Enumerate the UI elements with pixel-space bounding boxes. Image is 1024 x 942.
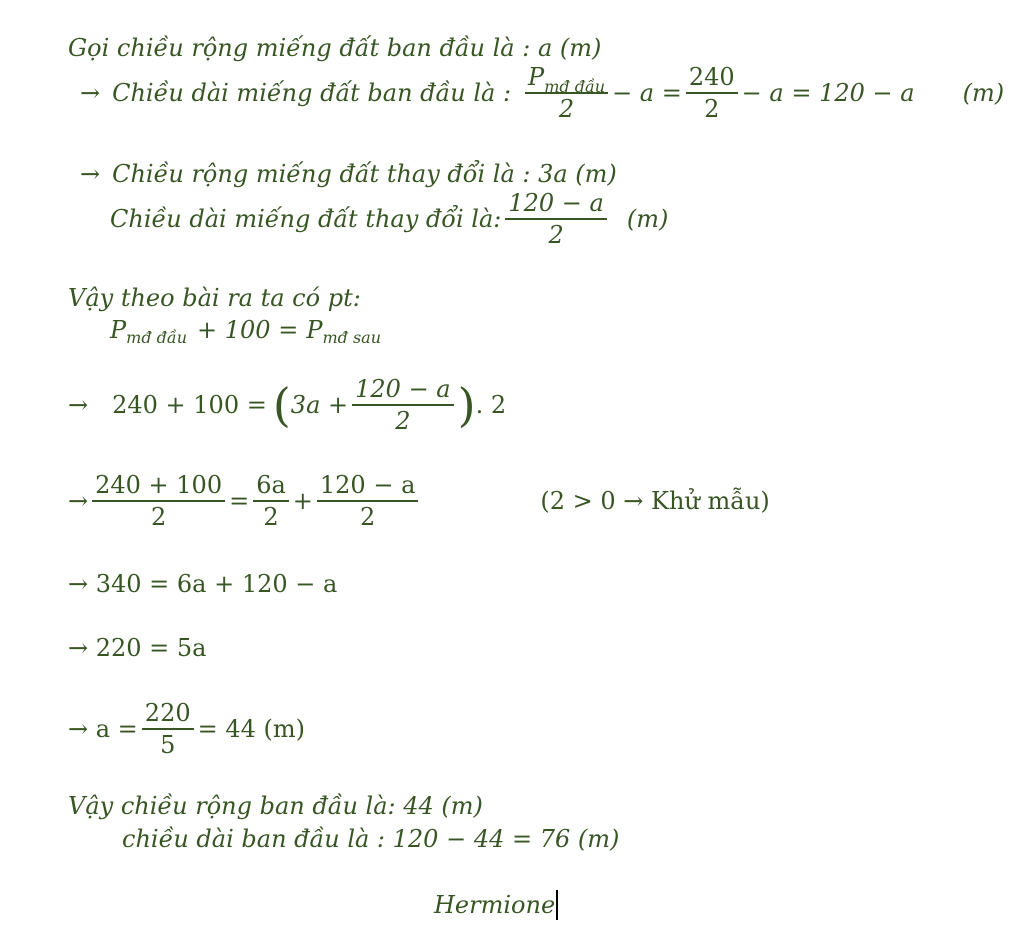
unit: (m) bbox=[962, 79, 1005, 108]
note: (2 > 0 → Khử mẫu) bbox=[540, 487, 770, 516]
line-step-fractions bbox=[68, 472, 770, 531]
denominator: 2 bbox=[548, 221, 564, 250]
line-perimeter-relation bbox=[110, 316, 382, 347]
expression: → 340 = 6a + 120 − a bbox=[68, 570, 338, 598]
denominator: 2 bbox=[395, 407, 411, 436]
perimeter-subscript: mđ đầu bbox=[544, 77, 606, 96]
operator: = bbox=[229, 487, 250, 516]
numerator: 240 bbox=[686, 64, 738, 94]
signature bbox=[434, 890, 558, 920]
line-setup-width bbox=[68, 34, 601, 62]
numerator: 120 − a bbox=[352, 376, 453, 406]
line-answer-length bbox=[122, 825, 619, 853]
text: Vậy theo bài ra ta có pt: bbox=[68, 284, 361, 312]
fraction-perimeter bbox=[525, 64, 608, 123]
text: Chiều rộng miếng đất thay đổi là : 3a (m) bbox=[112, 160, 617, 188]
line-step-equation bbox=[68, 376, 506, 435]
numerator: 6a bbox=[253, 472, 289, 502]
expression: → 220 = 5a bbox=[68, 634, 207, 662]
numerator: 120 − a bbox=[505, 190, 606, 220]
line-step-220 bbox=[68, 634, 207, 662]
denominator: 2 bbox=[263, 503, 279, 532]
text-cursor bbox=[556, 890, 558, 920]
fraction-220 bbox=[142, 700, 194, 759]
expression: − a = 120 − a bbox=[741, 79, 915, 108]
arrow: → bbox=[68, 391, 89, 420]
arrow: → bbox=[80, 79, 101, 108]
denominator: 2 bbox=[359, 503, 376, 532]
text: Chiều dài miếng đất ban đầu là : bbox=[112, 79, 512, 108]
operator: − a = bbox=[612, 79, 682, 108]
line-changed-length bbox=[110, 190, 668, 249]
denominator: 2 bbox=[704, 95, 720, 124]
arrow: → bbox=[68, 487, 89, 516]
denominator: 2 bbox=[558, 95, 575, 124]
perimeter-symbol: P bbox=[110, 316, 127, 344]
denominator: 2 bbox=[150, 503, 167, 532]
line-equation-intro bbox=[68, 284, 361, 312]
fraction-340 bbox=[92, 472, 225, 531]
paren-left: ( bbox=[272, 378, 291, 433]
line-changed-width bbox=[80, 160, 617, 188]
unit: (m) bbox=[626, 205, 669, 234]
expression: → a = bbox=[68, 715, 138, 744]
fraction-length bbox=[317, 472, 418, 531]
numerator: 240 + 100 bbox=[92, 472, 225, 502]
text: chiều dài ban đầu là : 120 − 44 = 76 (m) bbox=[122, 825, 620, 853]
operator: + 100 = bbox=[197, 316, 299, 344]
text: Vậy chiều rộng ban đầu là: 44 (m) bbox=[68, 792, 483, 820]
fraction-length bbox=[505, 190, 606, 249]
fraction-length bbox=[352, 376, 453, 435]
denominator: 5 bbox=[160, 731, 176, 760]
expression: . 2 bbox=[475, 391, 507, 420]
perimeter-subscript: mđ đầu bbox=[126, 327, 188, 347]
expression: 3a + bbox=[290, 391, 349, 420]
paren-right: ) bbox=[457, 378, 476, 433]
expression: = 44 (m) bbox=[197, 715, 305, 744]
line-initial-length bbox=[80, 64, 1004, 123]
text: Chiều dài miếng đất thay đổi là: bbox=[110, 205, 502, 234]
operator: + bbox=[292, 487, 313, 516]
perimeter-subscript: mđ sau bbox=[322, 327, 382, 347]
signature-text: Hermione bbox=[434, 891, 556, 919]
line-answer-width bbox=[68, 792, 483, 820]
numerator: 120 − a bbox=[317, 472, 418, 502]
line-solve-a bbox=[68, 700, 305, 759]
line-step-340 bbox=[68, 570, 337, 598]
fraction-240 bbox=[686, 64, 738, 123]
numerator: 220 bbox=[142, 700, 194, 730]
perimeter-symbol: P bbox=[306, 316, 323, 344]
expression: 240 + 100 = bbox=[112, 391, 267, 420]
text: Gọi chiều rộng miếng đất ban đầu là : a (m) bbox=[68, 34, 602, 62]
fraction-6a bbox=[253, 472, 289, 531]
perimeter-symbol: P bbox=[528, 63, 545, 91]
arrow: → bbox=[80, 160, 101, 188]
